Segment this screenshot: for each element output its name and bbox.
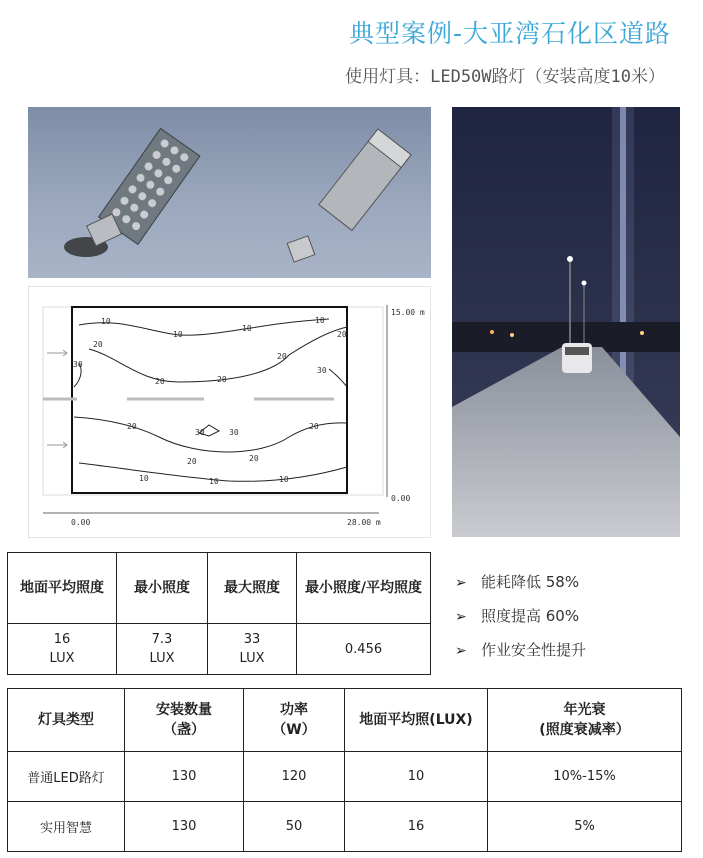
benefits-list — [455, 570, 586, 672]
contour-label: 30 — [317, 366, 327, 375]
comparison-table — [7, 688, 682, 852]
contour-label: 30 — [229, 428, 239, 437]
x-start-label: 0.00 — [71, 518, 91, 527]
contour-label: 20 — [127, 422, 137, 431]
scale-top-label: 15.00 m — [391, 308, 425, 317]
contour-label: 30 — [73, 360, 83, 369]
contour-label: 20 — [93, 340, 103, 349]
table-row — [8, 802, 682, 852]
contour-label: 30 — [195, 428, 205, 437]
list-item: ➢ 作业安全性提升 — [455, 638, 586, 672]
contour-label: 20 — [187, 457, 197, 466]
list-item: ➢ 能耗降低 58% — [455, 570, 586, 604]
header-annual-decay: 年光衰 (照度衰减率） — [488, 689, 682, 752]
isolux-diagram — [28, 286, 431, 538]
page-subtitle: 使用灯具：LED50W路灯（安装高度10米） — [345, 67, 665, 87]
illuminance-table — [7, 552, 431, 675]
table-cell: 33 LUX — [208, 624, 297, 675]
list-item: ➢ 照度提高 60% — [455, 604, 586, 638]
contour-label: 10 — [279, 475, 289, 484]
table-cell: 16 — [345, 802, 488, 852]
header-quantity: 安装数量 （盏） — [125, 689, 244, 752]
x-end-label: 28.00 m — [347, 518, 381, 527]
table-cell: 普通LED路灯 — [8, 752, 125, 802]
table-cell: 10 — [345, 752, 488, 802]
table-cell: 实用智慧 — [8, 802, 125, 852]
table-cell: 130 — [125, 802, 244, 852]
table-cell: 120 — [244, 752, 345, 802]
table-cell: 7.3 LUX — [117, 624, 208, 675]
contour-label: 20 — [249, 454, 259, 463]
arrow-right-icon: ➢ — [455, 643, 467, 659]
page-title: 典型案例-大亚湾石化区道路 — [348, 19, 671, 48]
table-cell: 10%-15% — [488, 752, 682, 802]
contour-label: 20 — [309, 422, 319, 431]
header-avg-ground-illuminance: 地面平均照(LUX) — [345, 689, 488, 752]
contour-label: 10 — [101, 317, 111, 326]
header-avg-illuminance: 地面平均照度 — [8, 553, 117, 624]
contour-label: 20 — [155, 377, 165, 386]
contour-label: 20 — [337, 330, 347, 339]
arrow-right-icon: ➢ — [455, 609, 467, 625]
table-cell: 50 — [244, 802, 345, 852]
contour-label: 10 — [139, 474, 149, 483]
table-cell: 0.456 — [297, 624, 431, 675]
contour-label: 10 — [315, 316, 325, 325]
arrow-right-icon: ➢ — [455, 575, 467, 591]
table-row — [8, 752, 682, 802]
night-road-photo — [452, 107, 680, 537]
table-cell: 130 — [125, 752, 244, 802]
header-max-illuminance: 最大照度 — [208, 553, 297, 624]
header-fixture-type: 灯具类型 — [8, 689, 125, 752]
header-uniformity: 最小照度/平均照度 — [297, 553, 431, 624]
contour-label: 20 — [217, 375, 227, 384]
contour-label: 20 — [277, 352, 287, 361]
header-min-illuminance: 最小照度 — [117, 553, 208, 624]
table-cell: 16 LUX — [8, 624, 117, 675]
contour-label: 10 — [173, 330, 183, 339]
table-cell: 5% — [488, 802, 682, 852]
contour-label: 10 — [242, 324, 252, 333]
fixture-render-image — [28, 107, 431, 278]
scale-bottom-label: 0.00 — [391, 494, 411, 503]
contour-label: 10 — [209, 477, 219, 486]
header-power: 功率 （W） — [244, 689, 345, 752]
